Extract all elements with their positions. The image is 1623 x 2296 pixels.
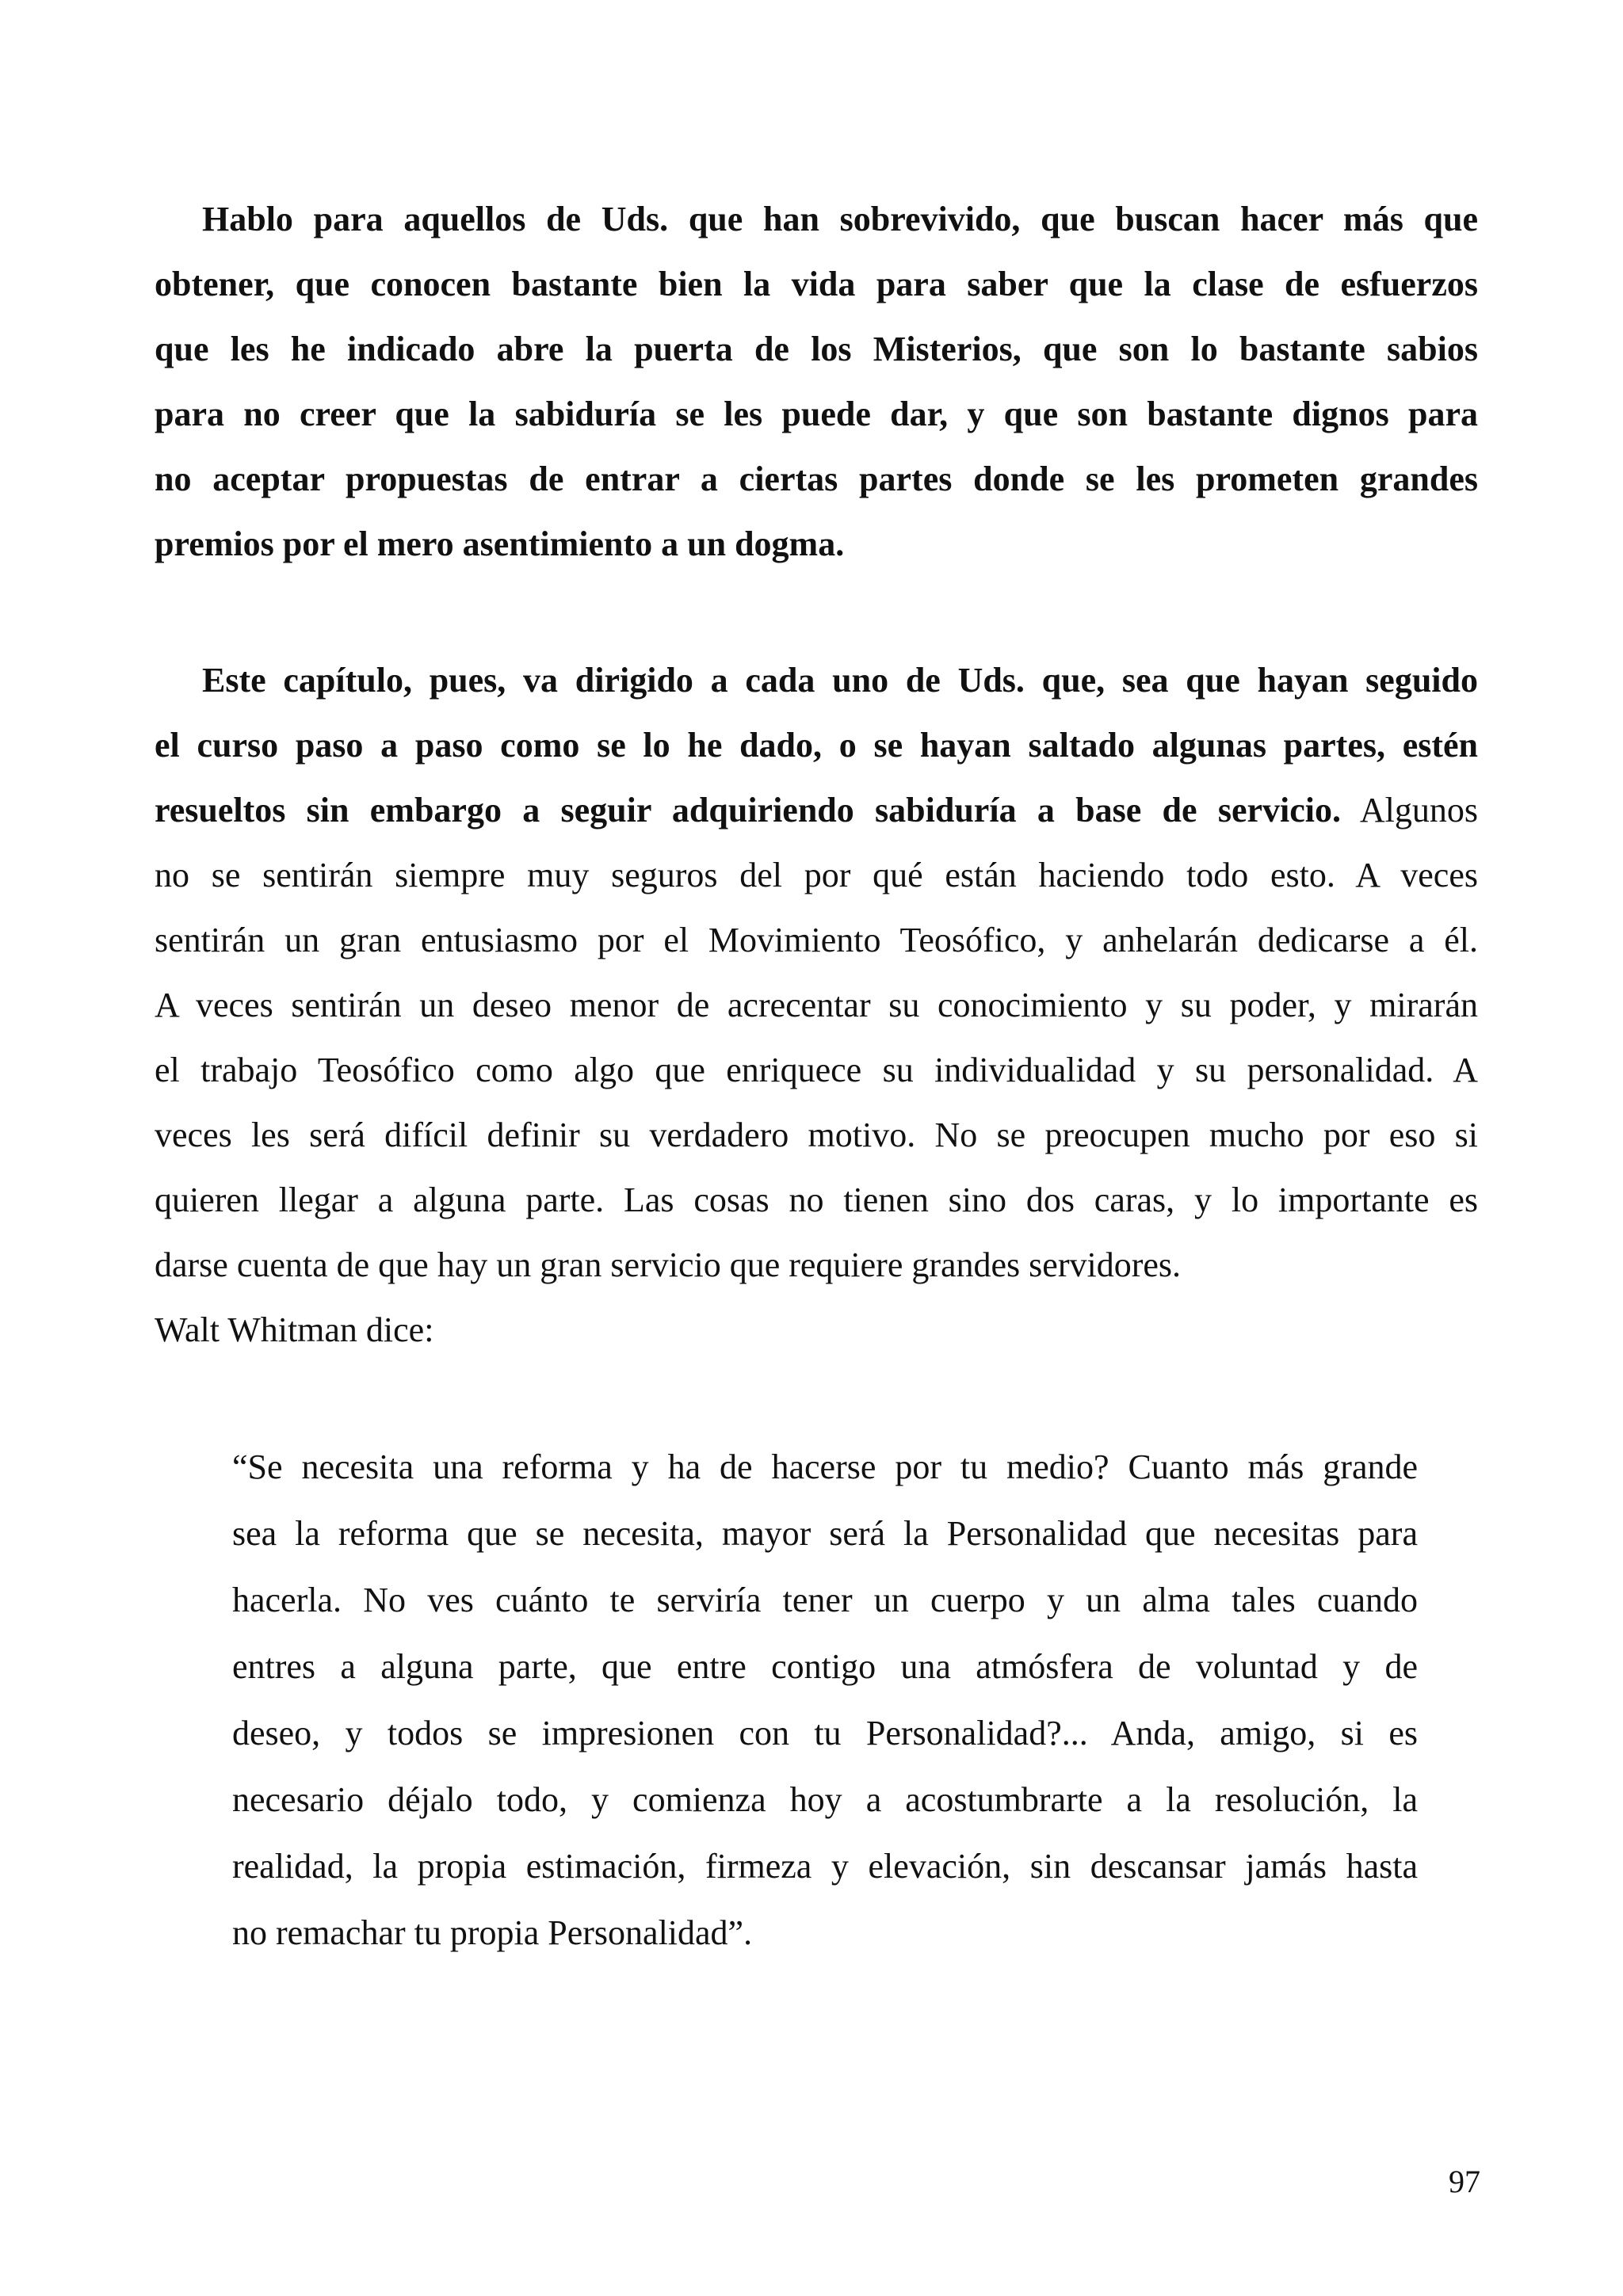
quote-line: sea la reforma que se necesita, mayor será la Personalidad que necesitas para: [232, 1514, 1418, 1553]
paragraph-1-line: no aceptar propuestas de entrar a ciertas partes donde se les prometen grandes: [155, 460, 1478, 498]
attribution-line: Walt Whitman dice:: [155, 1310, 434, 1349]
quote-line: “Se necesita una reforma y ha de hacerse por tu medio? Cuanto más grande: [232, 1447, 1418, 1486]
quote-line: hacerla. No ves cuánto te serviría tener un cuerpo y un alma tales cuando: [232, 1581, 1418, 1619]
block-quote: [232, 1434, 1418, 1966]
paragraph-2: [155, 648, 1478, 1363]
paragraph-1-line: para no creer que la sabiduría se les puede dar, y que son bastante dignos para: [155, 395, 1478, 433]
paragraph-2-line: quieren llegar a alguna parte. Las cosas no tienen sino dos caras, y lo importante es: [155, 1180, 1478, 1219]
paragraph-2-line: el curso paso a paso como se lo he dado, o se hayan saltado algunas partes, estén: [155, 726, 1478, 765]
paragraph-1-line: que les he indicado abre la puerta de los Misterios, que son lo bastante sabios: [155, 330, 1478, 368]
page-number: 97: [1449, 2164, 1480, 2199]
quote-line: necesario déjalo todo, y comienza hoy a acostumbrarte a la resolución, la: [232, 1780, 1418, 1819]
paragraph-2-mixed-regular: Algunos: [1341, 791, 1478, 830]
paragraph-2-line: A veces sentirán un deseo menor de acrecentar su conocimiento y su poder, y mirarán: [155, 986, 1478, 1024]
quote-line: entres a alguna parte, que entre contigo una atmósfera de voluntad y de: [232, 1647, 1418, 1686]
paragraph-1-line: premios por el mero asentimiento a un dogma.: [155, 524, 845, 563]
paragraph-1-line: Hablo para aquellos de Uds. que han sobrevivido, que buscan hacer más que: [202, 200, 1478, 238]
paragraph-2-line: Este capítulo, pues, va dirigido a cada uno de Uds. que, sea que hayan seguido: [202, 661, 1478, 700]
quote-line: realidad, la propia estimación, firmeza y elevación, sin descansar jamás hasta: [232, 1847, 1418, 1886]
paragraph-2-mixed-line: [155, 778, 1478, 843]
paragraph-2-line: sentirán un gran entusiasmo por el Movimiento Teosófico, y anhelarán dedicarse a él.: [155, 921, 1478, 959]
paragraph-2-line: darse cuenta de que hay un gran servicio que requiere grandes servidores.: [155, 1245, 1182, 1284]
paragraph-2-line: el trabajo Teosófico como algo que enriquece su individualidad y su personalidad. A: [155, 1051, 1478, 1089]
paragraph-1-line: obtener, que conocen bastante bien la vida para saber que la clase de esfuerzos: [155, 265, 1478, 303]
quote-line: deseo, y todos se impresionen con tu Personalidad?... Anda, amigo, si es: [232, 1714, 1418, 1753]
paragraph-2-line: no se sentirán siempre muy seguros del por qué están haciendo todo esto. A veces: [155, 856, 1478, 894]
quote-line: no remachar tu propia Personalidad”.: [232, 1913, 753, 1952]
paragraph-2-mixed-bold: resueltos sin embargo a seguir adquiriendo sabiduría a base de servicio.: [155, 791, 1341, 830]
paragraph-2-line: veces les será difícil definir su verdadero motivo. No se preocupen mucho por eso si: [155, 1116, 1478, 1154]
paragraph-1: [155, 187, 1478, 577]
